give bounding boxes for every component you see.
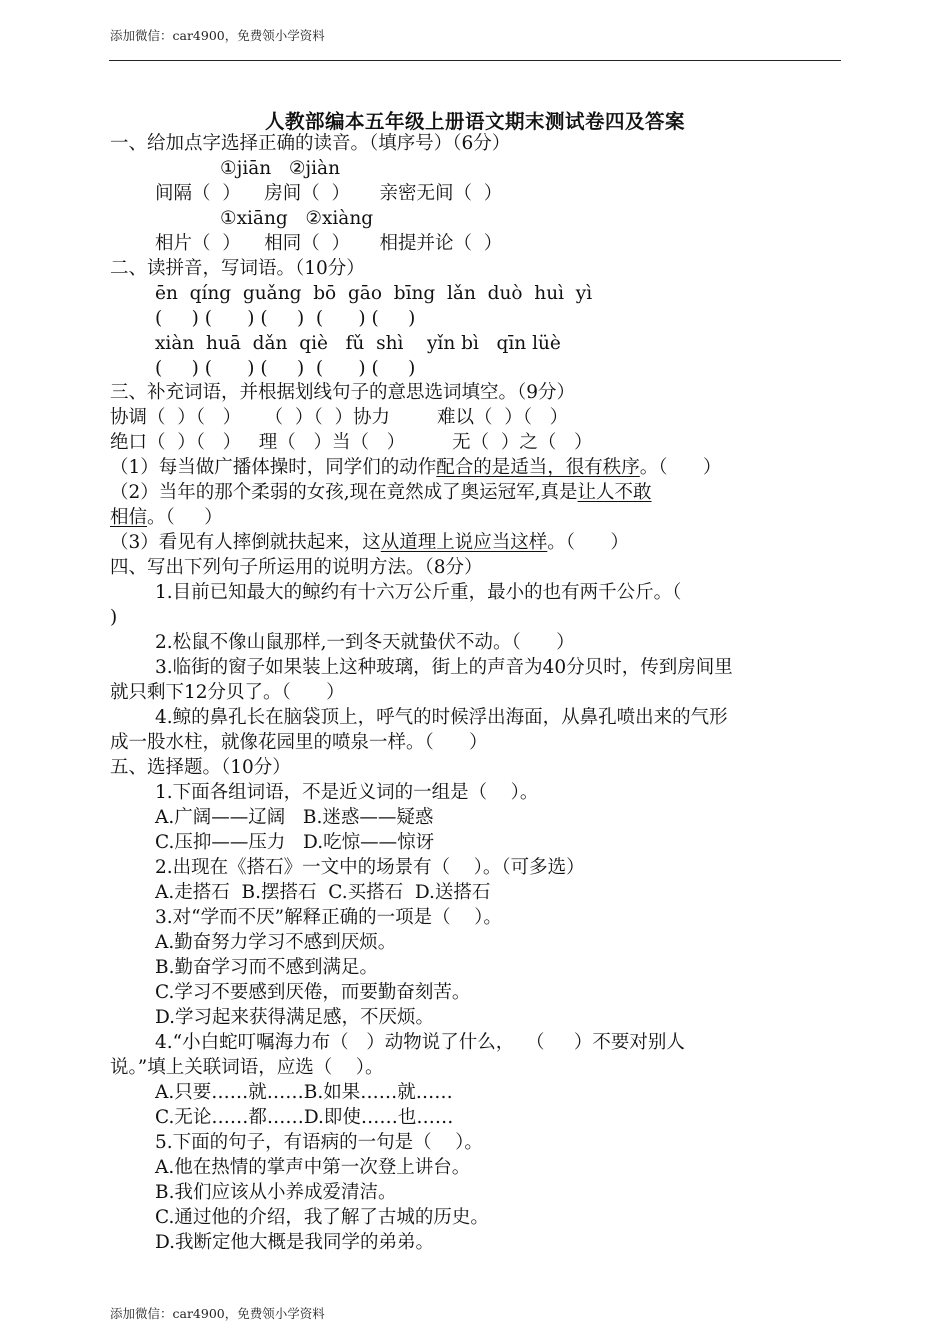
section5-question5-option-a: A.他在热情的掌声中第一次登上讲台。 [155, 1157, 471, 1178]
section1-pinyin2: ①xiāng ②xiàng [220, 208, 374, 229]
section4-heading: 四、写出下列句子所运用的说明方法。（8分） [110, 557, 483, 578]
section3-question2-cont: 相信。（ ） [110, 507, 223, 528]
section3-question3: （3）看见有人摔倒就扶起来，这从道理上说应当这样。（ ） [110, 532, 629, 553]
section5-question5-option-b: B.我们应该从小养成爱清洁。 [155, 1182, 397, 1203]
section3-question2: （2）当年的那个柔弱的女孩,现在竟然成了奥运冠军,真是让人不敢 [110, 482, 652, 503]
section1-row2: 相片（ ） 相同（ ） 相提并论（ ） [155, 233, 503, 254]
section5-question4: 4.“小白蛇叮嘱海力布（ ）动物说了什么， （ ）不要对别人 [155, 1032, 685, 1053]
page-header-text: 添加微信：car4900，免费领小学资料 [110, 28, 325, 43]
header-divider [109, 60, 841, 61]
section5-question2-options: A.走搭石 B.摆搭石 C.买搭石 D.送搭石 [155, 882, 491, 903]
section4-question4-cont: 成一股水柱，就像花园里的喷泉一样。（ ） [110, 732, 488, 753]
section4-question3-cont: 就只剩下12分贝了。（ ） [110, 682, 345, 703]
section5-question5: 5.下面的句子，有语病的一句是（ ）。 [155, 1132, 483, 1153]
section4-question3: 3.临街的窗子如果装上这种玻璃，街上的声音为40分贝时，传到房间里 [155, 657, 733, 678]
section5-question4-cont: 说。”填上关联词语，应选（ ）。 [110, 1057, 384, 1078]
underlined-phrase: 相信 [110, 507, 148, 528]
section5-question3-option-d: D.学习起来获得满足感，不厌烦。 [155, 1007, 435, 1028]
section4-question4: 4.鲸的鼻孔长在脑袋顶上，呼气的时候浮出海面，从鼻孔喷出来的气形 [155, 707, 728, 728]
section5-question3-option-b: B.勤奋学习而不感到满足。 [155, 957, 378, 978]
underlined-phrase: 配合的是适当，很有秩序 [436, 457, 640, 478]
section5-question4-options-ab: A.只要……就……B.如果……就…… [155, 1082, 453, 1103]
section2-heading: 二、读拼音，写词语。（10分） [110, 258, 365, 279]
section5-question3-option-c: C.学习不要感到厌倦，而要勤奋刻苦。 [155, 982, 471, 1003]
section3-row1: 协调（ ）（ ） （ ）（ ）协力 难以（ ）（ ） [110, 407, 569, 428]
section5-question1-options-cd: C.压抑——压力 D.吃惊——惊讶 [155, 832, 435, 853]
section5-question3-option-a: A.勤奋努力学习不感到厌烦。 [155, 932, 397, 953]
section4-question1-cont: ) [110, 607, 118, 628]
section5-question1: 1.下面各组词语，不是近义词的一组是（ ）。 [155, 782, 539, 803]
section1-heading: 一、给加点字选择正确的读音。（填序号）（6分） [110, 133, 511, 154]
section5-question5-option-d: D.我断定他大概是我同学的弟弟。 [155, 1232, 435, 1253]
section2-blanks2: ( ) ( ) ( ) ( ) ( ) [155, 358, 416, 379]
section2-pinyin1: ēn qíng guǎng bō gāo bīng lǎn duò huì yì [155, 283, 593, 304]
section2-pinyin2: xiàn huā dǎn qiè fǔ shì yǐn bì qīn lüè [155, 333, 561, 354]
section5-question1-options-ab: A.广阔——辽阔 B.迷惑——疑惑 [155, 807, 434, 828]
section4-question1: 1.目前已知最大的鲸约有十六万公斤重，最小的也有两千公斤。（ [155, 582, 682, 603]
section3-heading: 三、补充词语，并根据划线句子的意思选词填空。（9分） [110, 382, 576, 403]
section3-row2: 绝口（ ）（ ） 理（ ）当（ ） 无（ ）之（ ） [110, 432, 593, 453]
section4-question2: 2.松鼠不像山鼠那样,一到冬天就蛰伏不动。（ ） [155, 632, 575, 653]
section3-question1: （1）每当做广播体操时，同学们的动作配合的是适当，很有秩序。（ ） [110, 457, 722, 478]
page-title: 人教部编本五年级上册语文期末测试卷四及答案 [264, 110, 685, 133]
underlined-phrase: 从道理上说应当这样 [380, 532, 548, 553]
page-footer-text: 添加微信：car4900，免费领小学资料 [110, 1306, 325, 1321]
section5-heading: 五、选择题。（10分） [110, 757, 291, 778]
underlined-phrase: 让人不敢 [577, 482, 652, 503]
section5-question2: 2.出现在《搭石》一文中的场景有（ ）。（可多选） [155, 857, 585, 878]
section5-question4-options-cd: C.无论……都……D.即使……也…… [155, 1107, 454, 1128]
section2-blanks1: ( ) ( ) ( ) ( ) ( ) [155, 308, 416, 329]
section1-row1: 间隔（ ） 房间（ ） 亲密无间（ ） [155, 183, 503, 204]
section5-question5-option-c: C.通过他的介绍，我了解了古城的历史。 [155, 1207, 489, 1228]
section5-question3: 3.对“学而不厌”解释正确的一项是（ ）。 [155, 907, 502, 928]
section1-pinyin1: ①jiān ②jiàn [220, 158, 341, 179]
